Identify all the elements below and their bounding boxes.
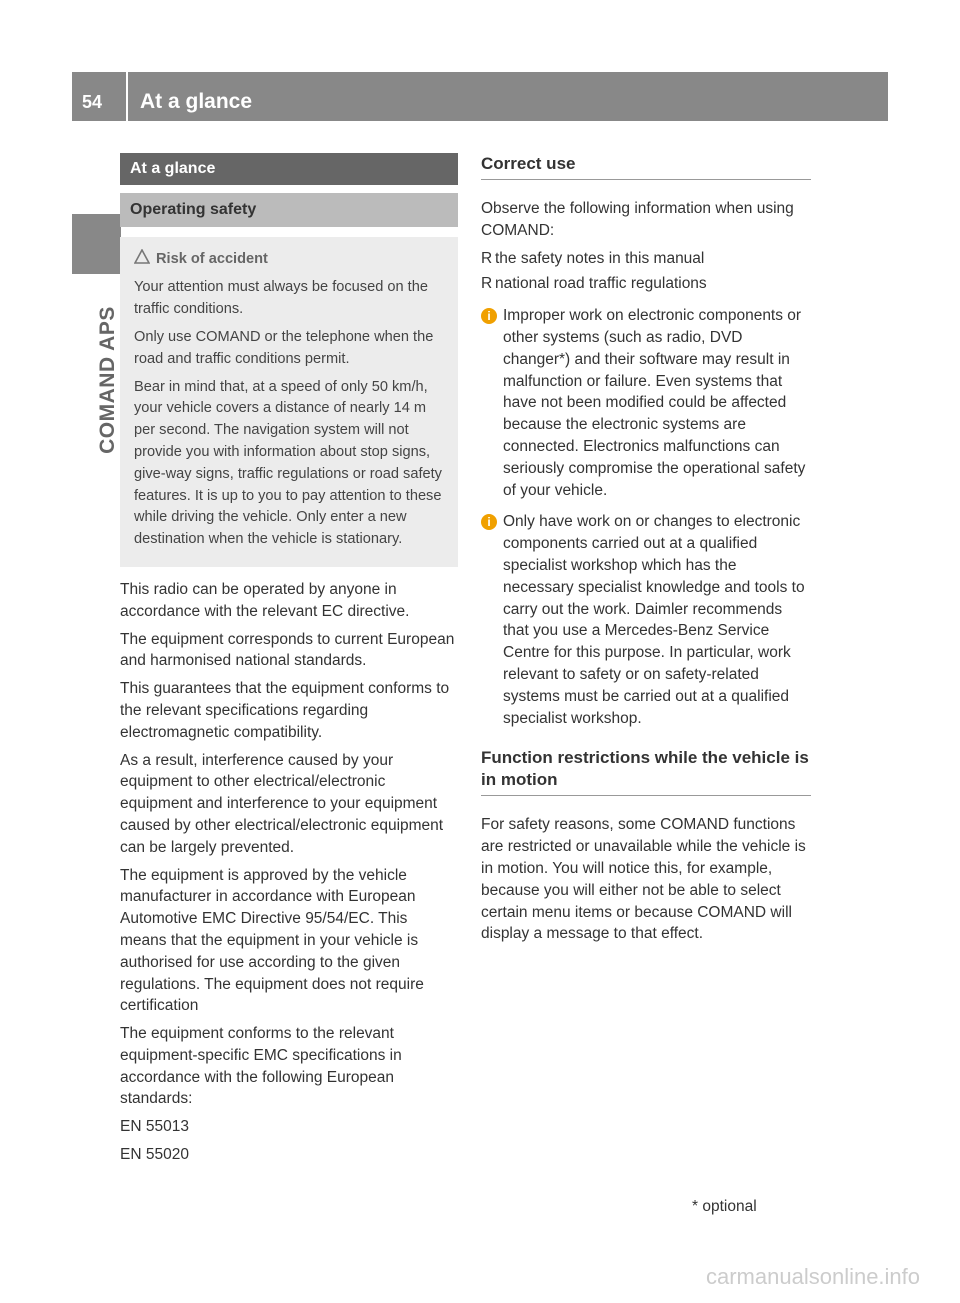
side-tab-label: COMAND APS <box>96 306 119 454</box>
header-divider <box>126 72 128 121</box>
body-paragraph: This radio can be operated by anyone in accordance with the relevant EC directive. <box>120 580 410 620</box>
left-column <box>120 153 458 1172</box>
section-title-correct-use: Correct use <box>481 153 811 180</box>
body-paragraph: The equipment corresponds to current European and harmonised national standards. <box>120 630 455 670</box>
warning-paragraph: Your attention must always be focused on the traffic conditions. <box>134 279 428 318</box>
list-item <box>481 248 811 270</box>
warning-paragraph: Only use COMAND or the telephone when the road and traffic conditions permit. <box>134 328 434 367</box>
info-icon: i <box>481 514 497 530</box>
section-bar-operating-safety: Operating safety <box>120 193 458 227</box>
body-paragraph: For safety reasons, some COMAND functions are restricted or unavailable while the vehicle is in motion. You will notice this, for example, because you will either not be able to select certain menu items or because COMAND will display a message to that effect. <box>481 816 806 943</box>
standard-code: EN 55020 <box>120 1146 189 1164</box>
warning-box <box>120 237 458 567</box>
info-icon: i <box>481 308 497 324</box>
info-note-text: Only have work on or changes to electronic components carried out at a qualified specialist workshop which has the necessary specialist knowledge and tools to carry out the work. Daimler recommends that you use a Mercedes-Benz Service Centre for this purpose. In particular, work relevant to safety or on safety-related systems must be carried out at a qualified specialist workshop. <box>503 513 805 727</box>
body-paragraph: This guarantees that the equipment conforms to the relevant specifications regarding electromagnetic compatibility. <box>120 680 450 741</box>
warning-heading <box>134 249 446 272</box>
section-title-function-restrictions: Function restrictions while the vehicle is in motion <box>481 747 811 796</box>
warning-heading-text: Risk of accident <box>156 251 268 268</box>
info-note <box>481 511 811 729</box>
info-note-text: Improper work on electronic components or other systems (such as radio, DVD changer*) and their software may result in malfunction or failure. Even systems that have not been modified could be affected because the electronic systems are connected. Electronics malfunctions can seriously compromise the operational safety of your vehicle. <box>503 307 806 499</box>
warning-triangle-icon <box>134 249 150 272</box>
page-header-title: At a glance <box>140 90 253 113</box>
page-number: 54 <box>82 92 103 112</box>
optional-footnote: * optional <box>692 1198 757 1215</box>
side-tab-marker <box>72 214 121 274</box>
body-paragraph: The equipment is approved by the vehicle manufacturer in accordance with European Automotive EMC Directive 95/54/EC. This means that the equipment in your vehicle is authorised for use according to the given regulations. The equipment does not require certification <box>120 866 424 1015</box>
section-bar-at-a-glance: At a glance <box>120 153 458 185</box>
watermark: carmanualsonline.info <box>706 1264 921 1289</box>
bullet-marker: R <box>481 249 493 267</box>
bullet-marker: R <box>481 275 493 293</box>
intro-paragraph: Observe the following information when using COMAND: <box>481 200 794 239</box>
standard-code: EN 55013 <box>120 1118 189 1136</box>
body-paragraph: As a result, interference caused by your equipment to other electrical/electronic equipment and interference to your equipment caused by other electrical/electronic equipment can be largely prevented. <box>120 751 444 856</box>
right-column <box>481 153 811 951</box>
warning-paragraph: Bear in mind that, at a speed of only 50 km/h, your vehicle covers a distance of nearly 14 m per second. The navigation system will not provide you with information about stop signs, give-way signs, traffic regulations or road safety features. It is up to you to pay attention to these while driving the vehicle. Only enter a new destination when the vehicle is stationary. <box>134 378 442 548</box>
body-paragraph: The equipment conforms to the relevant equipment-specific EMC specifications in accordance with the following European standards: <box>120 1025 402 1108</box>
list-item <box>481 273 811 295</box>
list-item-text: national road traffic regulations <box>495 275 707 293</box>
info-note <box>481 305 811 501</box>
list-item-text: the safety notes in this manual <box>495 249 705 267</box>
